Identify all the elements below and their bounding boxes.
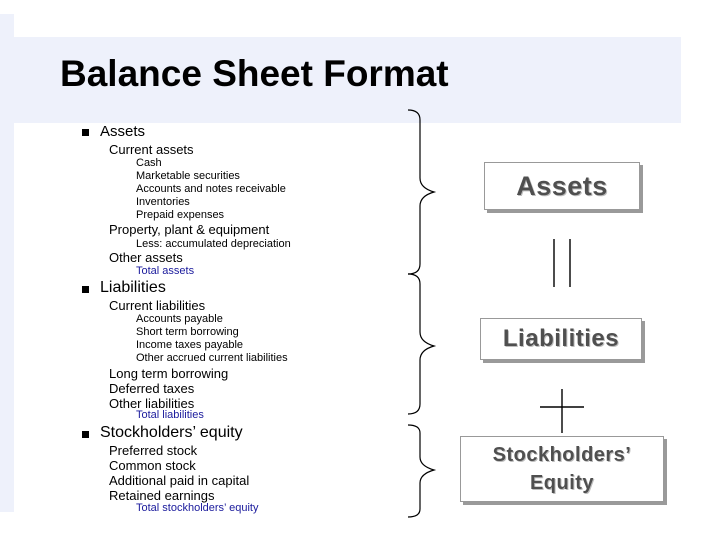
assets-brace [400, 108, 440, 278]
assets-box-label: Assets [516, 170, 608, 201]
list-item: Accounts payable [136, 313, 223, 325]
list-item: Prepaid expenses [136, 209, 225, 221]
other-assets-label: Other assets [109, 250, 183, 265]
list-item: Income taxes payable [136, 339, 244, 351]
equals-icon [551, 237, 575, 289]
list-item: Deferred taxes [109, 381, 195, 396]
list-item: Common stock [109, 458, 196, 473]
liabilities-heading: Liabilities [100, 279, 166, 296]
equity-box [460, 436, 664, 502]
list-item: Short term borrowing [136, 326, 239, 338]
bullet-equity [82, 431, 89, 438]
list-item: Marketable securities [136, 170, 240, 182]
list-item: Cash [136, 157, 162, 169]
total-equity-label: Total stockholders’ equity [136, 502, 259, 514]
assets-box [484, 162, 640, 210]
plus-icon [538, 388, 586, 434]
liabilities-box [480, 318, 642, 360]
left-accent-strip [0, 14, 14, 512]
list-item: Other liabilities [109, 396, 195, 411]
list-item: Other accrued current liabilities [136, 352, 288, 364]
equity-box-line2: Equity [529, 472, 595, 494]
list-item: Accounts and notes receivable [136, 183, 286, 195]
ppe-label: Property, plant & equipment [109, 222, 270, 237]
list-item: Retained earnings [109, 488, 215, 503]
current-assets-label: Current assets [109, 142, 194, 157]
liabilities-brace [400, 272, 440, 417]
less-depreciation-label: Less: accumulated depreciation [136, 238, 291, 250]
bullet-liabilities [82, 286, 89, 293]
bullet-assets [82, 129, 89, 136]
total-assets-label: Total assets [136, 265, 195, 277]
page-title: Balance Sheet Format [60, 53, 449, 94]
equity-heading: Stockholders’ equity [100, 424, 243, 441]
list-item: Additional paid in capital [109, 473, 250, 488]
current-liabilities-label: Current liabilities [109, 298, 206, 313]
equity-box-line1: Stockholders’ [492, 444, 632, 466]
list-item: Preferred stock [109, 443, 198, 458]
liabilities-box-label: Liabilities [502, 325, 620, 352]
list-item: Inventories [136, 196, 190, 208]
total-liabilities-label: Total liabilities [136, 409, 204, 421]
equity-brace [400, 423, 440, 520]
assets-heading: Assets [100, 123, 146, 140]
list-item: Long term borrowing [109, 366, 229, 381]
